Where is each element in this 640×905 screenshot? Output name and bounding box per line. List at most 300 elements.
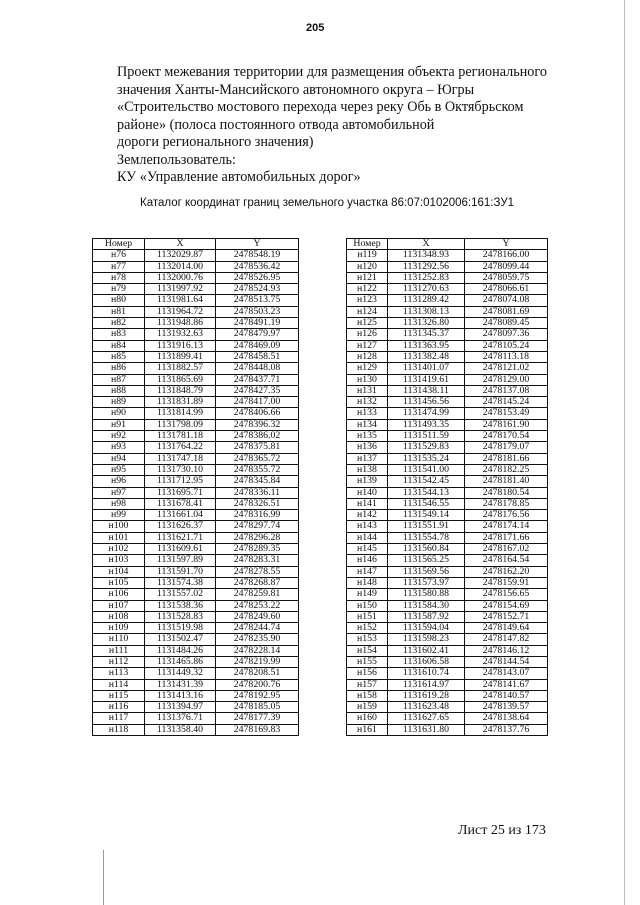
table-row	[347, 442, 548, 453]
x-coordinate: 1132000.76	[145, 272, 216, 283]
x-coordinate: 1131695.71	[145, 487, 216, 498]
y-coordinate: 2478219.99	[216, 656, 299, 667]
table-row	[347, 464, 548, 475]
x-coordinate: 1131627.65	[388, 713, 465, 724]
x-coordinate: 1131798.09	[145, 419, 216, 430]
y-coordinate: 2478059.75	[465, 272, 548, 283]
table-row	[93, 284, 299, 295]
y-coordinate: 2478259.81	[216, 589, 299, 600]
point-number: н114	[93, 679, 145, 690]
table-row	[93, 250, 299, 261]
y-coordinate: 2478491.19	[216, 318, 299, 329]
x-coordinate: 1131614.97	[388, 679, 465, 690]
point-number: н133	[347, 408, 388, 419]
y-coordinate: 2478179.07	[465, 442, 548, 453]
point-number: н87	[93, 374, 145, 385]
x-coordinate: 1131916.13	[145, 340, 216, 351]
table-row	[347, 589, 548, 600]
point-number: н126	[347, 329, 388, 340]
point-number: н128	[347, 351, 388, 362]
point-number: н98	[93, 498, 145, 509]
table-row	[347, 577, 548, 588]
header-line: «Строительство мостового перехода через реку Обь в Октябрьском	[117, 99, 524, 115]
y-coordinate: 2478386.02	[216, 431, 299, 442]
point-number: н89	[93, 397, 145, 408]
point-number: н97	[93, 487, 145, 498]
y-coordinate: 2478289.35	[216, 544, 299, 555]
point-number: н113	[93, 668, 145, 679]
table-row	[93, 464, 299, 475]
y-coordinate: 2478427.35	[216, 385, 299, 396]
table-row	[93, 532, 299, 543]
y-coordinate: 2478406.66	[216, 408, 299, 419]
point-number: н117	[93, 713, 145, 724]
y-coordinate: 2478170.54	[465, 431, 548, 442]
point-number: н112	[93, 656, 145, 667]
point-number: н120	[347, 261, 388, 272]
page-number: 205	[306, 22, 325, 34]
table-row	[93, 408, 299, 419]
x-coordinate: 1131538.36	[145, 600, 216, 611]
point-number: н125	[347, 318, 388, 329]
sheet-counter: Лист 25 из 173	[458, 823, 546, 838]
y-coordinate: 2478147.82	[465, 634, 548, 645]
table-row	[347, 487, 548, 498]
catalog-title: Каталог координат границ земельного участка 86:07:0102006:161:ЗУ1	[140, 197, 515, 209]
y-coordinate: 2478105.24	[465, 340, 548, 351]
x-coordinate: 1131574.38	[145, 577, 216, 588]
y-coordinate: 2478138.64	[465, 713, 548, 724]
y-coordinate: 2478171.66	[465, 532, 548, 543]
table-row	[347, 408, 548, 419]
x-coordinate: 1131431.39	[145, 679, 216, 690]
x-coordinate: 1131997.92	[145, 284, 216, 295]
point-number: н158	[347, 690, 388, 701]
point-number: н152	[347, 623, 388, 634]
x-coordinate: 1131270.63	[388, 284, 465, 295]
y-coordinate: 2478181.66	[465, 453, 548, 464]
point-number: н149	[347, 589, 388, 600]
x-coordinate: 1131848.79	[145, 385, 216, 396]
x-coordinate: 1131449.32	[145, 668, 216, 679]
x-coordinate: 1131413.16	[145, 690, 216, 701]
point-number: н153	[347, 634, 388, 645]
y-coordinate: 2478326.51	[216, 498, 299, 509]
x-coordinate: 1131661.04	[145, 510, 216, 521]
y-coordinate: 2478177.39	[216, 713, 299, 724]
table-row	[347, 510, 548, 521]
point-number: н136	[347, 442, 388, 453]
y-coordinate: 2478249.60	[216, 611, 299, 622]
table-row	[93, 634, 299, 645]
point-number: н101	[93, 532, 145, 543]
y-coordinate: 2478355.72	[216, 464, 299, 475]
table-row	[347, 250, 548, 261]
x-coordinate: 1131626.37	[145, 521, 216, 532]
point-number: н141	[347, 498, 388, 509]
point-number: н90	[93, 408, 145, 419]
header-line: районе» (полоса постоянного отвода автомобильной	[117, 116, 435, 133]
table-row	[347, 295, 548, 306]
table-row	[93, 374, 299, 385]
x-coordinate: 1131591.70	[145, 566, 216, 577]
table-row	[93, 577, 299, 588]
point-number: н145	[347, 544, 388, 555]
y-coordinate: 2478182.25	[465, 464, 548, 475]
x-coordinate: 1132029.87	[145, 250, 216, 261]
point-number: н104	[93, 566, 145, 577]
column-header-x: X	[145, 239, 216, 250]
table-row	[347, 363, 548, 374]
x-coordinate: 1131565.25	[388, 555, 465, 566]
table-row	[347, 272, 548, 283]
y-coordinate: 2478375.81	[216, 442, 299, 453]
x-coordinate: 1131964.72	[145, 306, 216, 317]
table-row	[93, 295, 299, 306]
table-row	[93, 351, 299, 362]
point-number: н154	[347, 645, 388, 656]
x-coordinate: 1131542.45	[388, 476, 465, 487]
column-header-y: Y	[465, 239, 548, 250]
y-coordinate: 2478121.02	[465, 363, 548, 374]
point-number: н86	[93, 363, 145, 374]
x-coordinate: 1131511.59	[388, 431, 465, 442]
x-coordinate: 1131678.41	[145, 498, 216, 509]
point-number: н77	[93, 261, 145, 272]
table-row	[93, 611, 299, 622]
point-number: н159	[347, 702, 388, 713]
point-number: н139	[347, 476, 388, 487]
point-number: н83	[93, 329, 145, 340]
y-coordinate: 2478164.54	[465, 555, 548, 566]
x-coordinate: 1131549.14	[388, 510, 465, 521]
table-row	[93, 498, 299, 509]
point-number: н108	[93, 611, 145, 622]
point-number: н78	[93, 272, 145, 283]
table-row	[347, 261, 548, 272]
y-coordinate: 2478149.64	[465, 623, 548, 634]
x-coordinate: 1131594.04	[388, 623, 465, 634]
y-coordinate: 2478154.69	[465, 600, 548, 611]
table-row	[347, 690, 548, 701]
table-row	[93, 363, 299, 374]
table-row	[93, 431, 299, 442]
point-number: н121	[347, 272, 388, 283]
y-coordinate: 2478192.95	[216, 690, 299, 701]
x-coordinate: 1131587.92	[388, 611, 465, 622]
y-coordinate: 2478296.28	[216, 532, 299, 543]
x-coordinate: 1131580.88	[388, 589, 465, 600]
x-coordinate: 1131631.80	[388, 724, 465, 735]
x-coordinate: 1131382.48	[388, 351, 465, 362]
table-row	[347, 623, 548, 634]
x-coordinate: 1131544.13	[388, 487, 465, 498]
x-coordinate: 1131623.48	[388, 702, 465, 713]
point-number: н155	[347, 656, 388, 667]
table-row	[347, 645, 548, 656]
y-coordinate: 2478283.31	[216, 555, 299, 566]
page-edge-line	[624, 0, 625, 905]
point-number: н134	[347, 419, 388, 430]
x-coordinate: 1131597.89	[145, 555, 216, 566]
table-row	[93, 453, 299, 464]
y-coordinate: 2478548.19	[216, 250, 299, 261]
table-row	[93, 419, 299, 430]
table-row	[93, 600, 299, 611]
point-number: н106	[93, 589, 145, 600]
table-row	[347, 724, 548, 735]
y-coordinate: 2478503.23	[216, 306, 299, 317]
x-coordinate: 1131610.74	[388, 668, 465, 679]
table-row	[347, 306, 548, 317]
x-coordinate: 1131831.89	[145, 397, 216, 408]
table-row	[93, 656, 299, 667]
point-number: н116	[93, 702, 145, 713]
table-row	[93, 476, 299, 487]
document-header	[117, 64, 587, 187]
point-number: н103	[93, 555, 145, 566]
point-number: н131	[347, 385, 388, 396]
margin-mark	[103, 850, 104, 905]
point-number: н96	[93, 476, 145, 487]
x-coordinate: 1131764.22	[145, 442, 216, 453]
point-number: н119	[347, 250, 388, 261]
point-number: н143	[347, 521, 388, 532]
table-row	[93, 306, 299, 317]
x-coordinate: 1131528.83	[145, 611, 216, 622]
table-header-row	[93, 239, 299, 250]
x-coordinate: 1131326.80	[388, 318, 465, 329]
y-coordinate: 2478185.05	[216, 702, 299, 713]
table-row	[93, 623, 299, 634]
table-row	[347, 656, 548, 667]
x-coordinate: 1131899.41	[145, 351, 216, 362]
point-number: н127	[347, 340, 388, 351]
table-row	[347, 713, 548, 724]
x-coordinate: 1131252.83	[388, 272, 465, 283]
y-coordinate: 2478297.74	[216, 521, 299, 532]
point-number: н148	[347, 577, 388, 588]
x-coordinate: 1131619.28	[388, 690, 465, 701]
table-row	[347, 374, 548, 385]
y-coordinate: 2478278.55	[216, 566, 299, 577]
y-coordinate: 2478268.87	[216, 577, 299, 588]
x-coordinate: 1131981.64	[145, 295, 216, 306]
y-coordinate: 2478153.49	[465, 408, 548, 419]
table-header-row	[347, 239, 548, 250]
x-coordinate: 1131569.56	[388, 566, 465, 577]
table-row	[347, 555, 548, 566]
x-coordinate: 1131747.18	[145, 453, 216, 464]
y-coordinate: 2478074.08	[465, 295, 548, 306]
y-coordinate: 2478345.84	[216, 476, 299, 487]
point-number: н122	[347, 284, 388, 295]
x-coordinate: 1131573.97	[388, 577, 465, 588]
point-number: н147	[347, 566, 388, 577]
point-number: н84	[93, 340, 145, 351]
header-line: значения Ханты-Мансийского автономного округа – Югры	[117, 81, 475, 98]
x-coordinate: 1131882.57	[145, 363, 216, 374]
table-row	[93, 589, 299, 600]
point-number: н115	[93, 690, 145, 701]
land-user-label: Землепользователь:	[117, 151, 236, 168]
y-coordinate: 2478113.18	[465, 351, 548, 362]
table-row	[93, 385, 299, 396]
y-coordinate: 2478139.57	[465, 702, 548, 713]
table-row	[93, 679, 299, 690]
table-row	[93, 442, 299, 453]
point-number: н150	[347, 600, 388, 611]
y-coordinate: 2478235.90	[216, 634, 299, 645]
table-row	[347, 351, 548, 362]
y-coordinate: 2478181.40	[465, 476, 548, 487]
y-coordinate: 2478176.56	[465, 510, 548, 521]
x-coordinate: 1131814.99	[145, 408, 216, 419]
point-number: н138	[347, 464, 388, 475]
x-coordinate: 1131529.83	[388, 442, 465, 453]
y-coordinate: 2478162.20	[465, 566, 548, 577]
point-number: н140	[347, 487, 388, 498]
table-row	[347, 600, 548, 611]
coordinates-table-left	[92, 238, 299, 736]
x-coordinate: 1131438.11	[388, 385, 465, 396]
point-number: н88	[93, 385, 145, 396]
point-number: н142	[347, 510, 388, 521]
y-coordinate: 2478336.11	[216, 487, 299, 498]
point-number: н82	[93, 318, 145, 329]
point-number: н160	[347, 713, 388, 724]
table-row	[347, 284, 548, 295]
table-row	[347, 419, 548, 430]
point-number: н132	[347, 397, 388, 408]
y-coordinate: 2478081.69	[465, 306, 548, 317]
y-coordinate: 2478536.42	[216, 261, 299, 272]
point-number: н161	[347, 724, 388, 735]
column-header-number: Номер	[93, 239, 145, 250]
point-number: н85	[93, 351, 145, 362]
point-number: н124	[347, 306, 388, 317]
x-coordinate: 1131598.23	[388, 634, 465, 645]
x-coordinate: 1131465.86	[145, 656, 216, 667]
x-coordinate: 1131401.07	[388, 363, 465, 374]
y-coordinate: 2478137.76	[465, 724, 548, 735]
y-coordinate: 2478396.32	[216, 419, 299, 430]
y-coordinate: 2478167.02	[465, 544, 548, 555]
table-row	[93, 261, 299, 272]
y-coordinate: 2478156.65	[465, 589, 548, 600]
table-row	[93, 329, 299, 340]
table-row	[347, 679, 548, 690]
y-coordinate: 2478178.85	[465, 498, 548, 509]
y-coordinate: 2478166.00	[465, 250, 548, 261]
table-row	[347, 668, 548, 679]
column-header-number: Номер	[347, 239, 388, 250]
x-coordinate: 1131484.26	[145, 645, 216, 656]
table-row	[347, 340, 548, 351]
y-coordinate: 2478513.75	[216, 295, 299, 306]
x-coordinate: 1131308.13	[388, 306, 465, 317]
point-number: н109	[93, 623, 145, 634]
point-number: н118	[93, 724, 145, 735]
y-coordinate: 2478146.12	[465, 645, 548, 656]
y-coordinate: 2478437.71	[216, 374, 299, 385]
point-number: н99	[93, 510, 145, 521]
point-number: н80	[93, 295, 145, 306]
point-number: н129	[347, 363, 388, 374]
y-coordinate: 2478228.14	[216, 645, 299, 656]
point-number: н100	[93, 521, 145, 532]
table-row	[93, 487, 299, 498]
table-row	[347, 329, 548, 340]
y-coordinate: 2478365.72	[216, 453, 299, 464]
x-coordinate: 1131554.78	[388, 532, 465, 543]
point-number: н107	[93, 600, 145, 611]
table-row	[347, 521, 548, 532]
x-coordinate: 1131621.71	[145, 532, 216, 543]
x-coordinate: 1131730.10	[145, 464, 216, 475]
point-number: н146	[347, 555, 388, 566]
table-row	[93, 340, 299, 351]
x-coordinate: 1131606.58	[388, 656, 465, 667]
y-coordinate: 2478169.83	[216, 724, 299, 735]
table-row	[347, 611, 548, 622]
column-header-x: X	[388, 239, 465, 250]
y-coordinate: 2478144.54	[465, 656, 548, 667]
point-number: н94	[93, 453, 145, 464]
y-coordinate: 2478180.54	[465, 487, 548, 498]
point-number: н157	[347, 679, 388, 690]
y-coordinate: 2478152.71	[465, 611, 548, 622]
table-row	[93, 713, 299, 724]
table-row	[93, 690, 299, 701]
point-number: н130	[347, 374, 388, 385]
table-row	[93, 724, 299, 735]
table-row	[93, 668, 299, 679]
y-coordinate: 2478458.51	[216, 351, 299, 362]
table-row	[93, 566, 299, 577]
x-coordinate: 1131541.00	[388, 464, 465, 475]
table-row	[347, 397, 548, 408]
x-coordinate: 1131394.97	[145, 702, 216, 713]
coordinates-table-right	[346, 238, 548, 736]
point-number: н110	[93, 634, 145, 645]
table-row	[347, 453, 548, 464]
point-number: н137	[347, 453, 388, 464]
y-coordinate: 2478145.24	[465, 397, 548, 408]
y-coordinate: 2478244.74	[216, 623, 299, 634]
x-coordinate: 1131358.40	[145, 724, 216, 735]
table-row	[93, 510, 299, 521]
y-coordinate: 2478066.61	[465, 284, 548, 295]
x-coordinate: 1132014.00	[145, 261, 216, 272]
x-coordinate: 1131493.35	[388, 419, 465, 430]
x-coordinate: 1131502.47	[145, 634, 216, 645]
y-coordinate: 2478140.57	[465, 690, 548, 701]
table-row	[347, 498, 548, 509]
y-coordinate: 2478143.07	[465, 668, 548, 679]
point-number: н92	[93, 431, 145, 442]
y-coordinate: 2478174.14	[465, 521, 548, 532]
y-coordinate: 2478159.91	[465, 577, 548, 588]
table-row	[347, 702, 548, 713]
x-coordinate: 1131292.56	[388, 261, 465, 272]
point-number: н151	[347, 611, 388, 622]
point-number: н93	[93, 442, 145, 453]
table-row	[93, 702, 299, 713]
table-row	[347, 634, 548, 645]
x-coordinate: 1131584.30	[388, 600, 465, 611]
x-coordinate: 1131560.84	[388, 544, 465, 555]
